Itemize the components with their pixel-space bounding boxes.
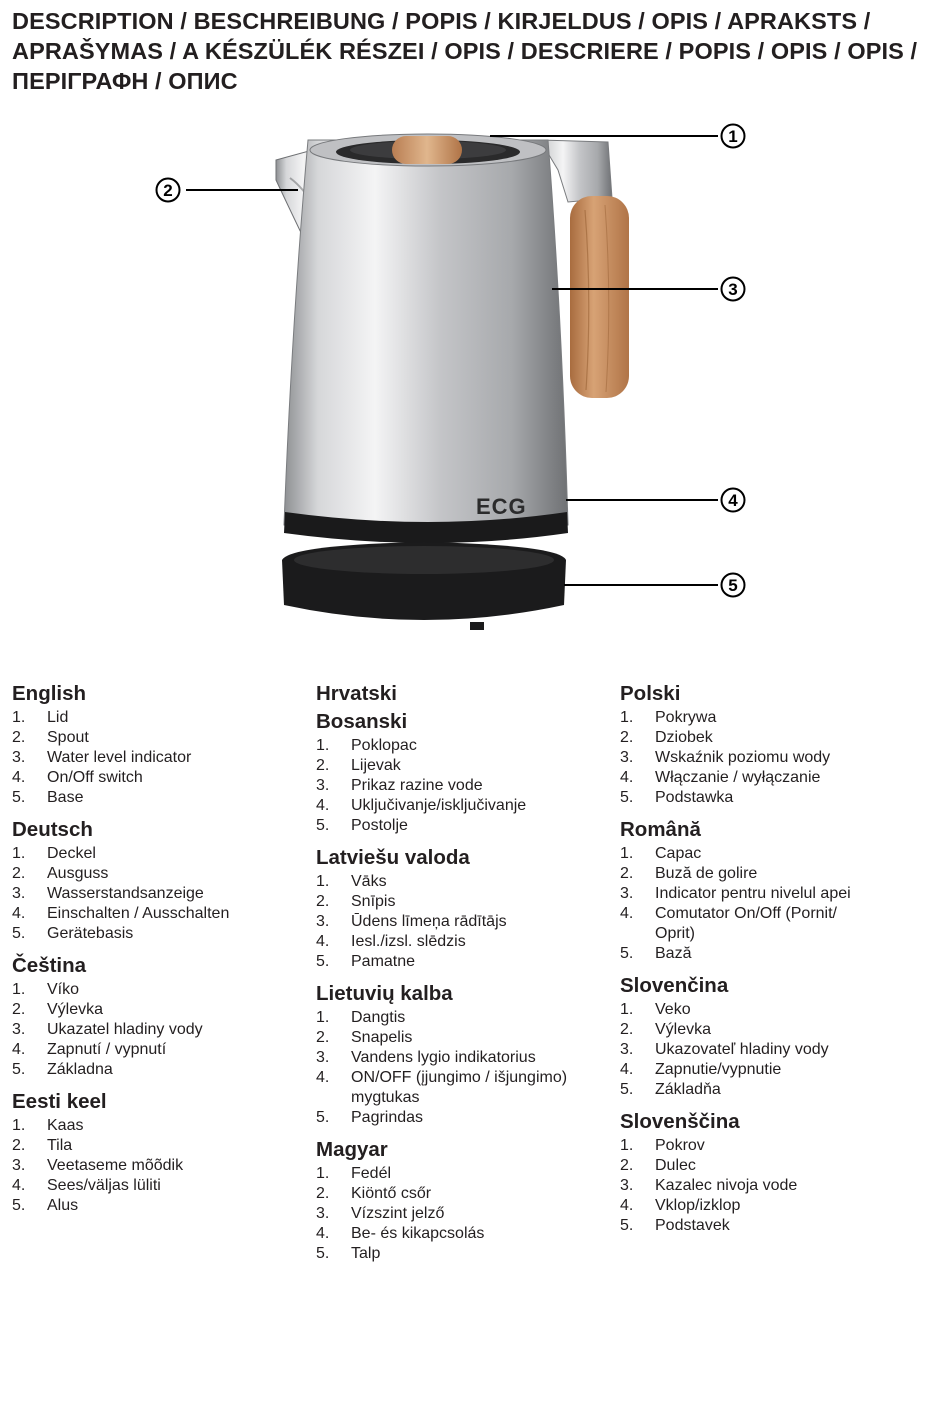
item-number: 5. xyxy=(620,1081,634,1098)
page-title xyxy=(12,6,932,96)
language-heading: English xyxy=(12,682,87,705)
list-item xyxy=(620,768,920,788)
item-number: 1. xyxy=(316,737,330,754)
callout-4 xyxy=(722,489,745,512)
language-heading: Lietuvių kalba xyxy=(316,982,453,1005)
item-text: Vklop/izklop xyxy=(655,1197,741,1214)
parts-list xyxy=(620,1136,920,1236)
list-item xyxy=(620,1216,920,1236)
item-text: Base xyxy=(47,789,84,806)
item-number: 1. xyxy=(620,845,634,862)
item-text: Podstawka xyxy=(655,789,734,806)
list-item xyxy=(12,1156,312,1176)
item-text: Prikaz razine vode xyxy=(351,777,483,794)
item-number: 2. xyxy=(620,865,634,882)
item-text: Veko xyxy=(655,1001,691,1018)
language-section xyxy=(12,816,312,944)
item-number: 2. xyxy=(316,757,330,774)
item-number: 1. xyxy=(620,1137,634,1154)
item-text: Sees/väljas lüliti xyxy=(47,1177,161,1194)
item-number: 4. xyxy=(316,933,330,950)
language-section xyxy=(316,844,616,972)
item-number: 2. xyxy=(620,1157,634,1174)
list-item xyxy=(12,1116,312,1136)
item-number: 3. xyxy=(12,1021,26,1038)
list-item xyxy=(12,708,312,728)
list-item xyxy=(316,796,616,816)
list-item xyxy=(620,708,920,728)
item-text: Iesl./izsl. slēdzis xyxy=(351,933,466,950)
lid-knob xyxy=(392,136,462,164)
list-item xyxy=(12,884,312,904)
item-number: 2. xyxy=(316,893,330,910)
item-text: Ukazovateľ hladiny vody xyxy=(655,1041,829,1058)
item-text: Oprit) xyxy=(655,925,695,942)
language-heading: Deutsch xyxy=(12,818,93,841)
language-heading: Bosanski xyxy=(316,710,408,733)
language-section xyxy=(620,972,920,1100)
item-text: Dangtis xyxy=(351,1009,406,1026)
item-number: 1. xyxy=(316,1009,330,1026)
item-text: Spout xyxy=(47,729,89,746)
item-number: 2. xyxy=(12,1001,26,1018)
item-number: 1. xyxy=(12,845,26,862)
item-text: Indicator pentru nivelul apei xyxy=(655,885,851,902)
list-item xyxy=(12,1196,312,1216)
language-section xyxy=(316,980,616,1128)
item-text: Wasserstandsanzeige xyxy=(47,885,204,902)
list-item-continuation xyxy=(620,924,920,944)
item-text: Dziobek xyxy=(655,729,713,746)
item-text: Kaas xyxy=(47,1117,84,1134)
item-number: 5. xyxy=(12,925,26,942)
item-text: Ukazatel hladiny vody xyxy=(47,1021,203,1038)
item-number: 4. xyxy=(12,1041,26,1058)
list-item xyxy=(12,768,312,788)
item-text: Alus xyxy=(47,1197,79,1214)
item-number: 4. xyxy=(620,905,634,922)
list-item xyxy=(620,728,920,748)
kettle xyxy=(276,134,629,630)
list-item xyxy=(12,924,312,944)
language-section xyxy=(316,680,616,836)
language-section xyxy=(620,1108,920,1236)
parts-list xyxy=(12,1116,312,1216)
list-item xyxy=(316,1244,616,1264)
item-text: Pagrindas xyxy=(351,1109,424,1126)
item-number: 3. xyxy=(12,1157,26,1174)
item-number: 4. xyxy=(620,1197,634,1214)
parts-list xyxy=(316,872,616,972)
item-text: Zapnutie/vypnutie xyxy=(655,1061,782,1078)
item-number: 1. xyxy=(316,1165,330,1182)
list-item xyxy=(316,756,616,776)
item-text: Water level indicator xyxy=(47,749,192,766)
item-text: Víko xyxy=(47,981,80,998)
parts-list xyxy=(620,708,920,808)
item-text: On/Off switch xyxy=(47,769,143,786)
callout-3 xyxy=(722,278,745,301)
callout-1 xyxy=(722,125,745,148)
item-text: Vízszint jelző xyxy=(351,1205,445,1222)
parts-list xyxy=(12,844,312,944)
item-number: 2. xyxy=(316,1029,330,1046)
language-section xyxy=(12,952,312,1080)
list-item xyxy=(316,1164,616,1184)
list-item xyxy=(12,788,312,808)
list-item xyxy=(12,1060,312,1080)
list-item xyxy=(620,748,920,768)
list-item xyxy=(620,904,920,924)
callout-2-label: 2 xyxy=(163,181,173,200)
item-number: 5. xyxy=(620,1217,634,1234)
language-heading: Hrvatski xyxy=(316,682,397,705)
brand-logo: ECG xyxy=(476,494,527,519)
item-text: Bază xyxy=(655,945,692,962)
list-item xyxy=(620,1060,920,1080)
list-item xyxy=(620,1176,920,1196)
item-number: 5. xyxy=(12,789,26,806)
language-column-1 xyxy=(12,680,312,1224)
language-section xyxy=(12,1088,312,1216)
language-column-3 xyxy=(620,680,920,1244)
language-section xyxy=(620,680,920,808)
language-heading: Slovenčina xyxy=(620,974,729,997)
item-text: Zapnutí / vypnutí xyxy=(47,1041,167,1058)
item-number: 1. xyxy=(12,981,26,998)
item-text: Gerätebasis xyxy=(47,925,134,942)
list-item xyxy=(12,1040,312,1060)
callout-5 xyxy=(722,574,745,597)
parts-list xyxy=(620,1000,920,1100)
parts-list xyxy=(316,736,616,836)
item-number: 4. xyxy=(316,797,330,814)
item-number: 2. xyxy=(12,1137,26,1154)
list-item-continuation xyxy=(316,1088,616,1108)
item-text: Výlevka xyxy=(47,1001,104,1018)
callout-2 xyxy=(157,179,180,202)
item-number: 4. xyxy=(12,1177,26,1194)
language-heading: Polski xyxy=(620,682,681,705)
parts-list xyxy=(12,980,312,1080)
list-item xyxy=(12,904,312,924)
callout-5-label: 5 xyxy=(728,576,738,595)
item-number: 3. xyxy=(316,913,330,930)
list-item xyxy=(620,1000,920,1020)
item-text: Vāks xyxy=(351,873,387,890)
list-item xyxy=(316,1224,616,1244)
item-number: 2. xyxy=(620,729,634,746)
item-text: Uključivanje/isključivanje xyxy=(351,797,527,814)
kettle-body xyxy=(284,140,568,535)
item-text: Pamatne xyxy=(351,953,416,970)
item-number: 1. xyxy=(316,873,330,890)
item-text: Snapelis xyxy=(351,1029,413,1046)
item-number: 3. xyxy=(620,885,634,902)
list-item xyxy=(620,844,920,864)
item-text: Výlevka xyxy=(655,1021,712,1038)
item-text: Wskaźnik poziomu wody xyxy=(655,749,831,766)
item-number: 4. xyxy=(316,1225,330,1242)
callout-3-label: 3 xyxy=(728,280,738,299)
list-item xyxy=(12,1176,312,1196)
item-text: Talp xyxy=(351,1245,381,1262)
language-heading: Română xyxy=(620,818,701,841)
item-number: 1. xyxy=(620,709,634,726)
list-item xyxy=(12,980,312,1000)
item-text: Deckel xyxy=(47,845,96,862)
item-text: Pokrov xyxy=(655,1137,705,1154)
parts-list xyxy=(12,708,312,808)
item-text: Základňa xyxy=(655,1081,721,1098)
item-number: 3. xyxy=(316,1205,330,1222)
item-text: Podstavek xyxy=(655,1217,730,1234)
language-heading: Čeština xyxy=(12,954,87,977)
item-text: Vandens lygio indikatorius xyxy=(351,1049,536,1066)
item-number: 3. xyxy=(620,749,634,766)
item-text: Základna xyxy=(47,1061,113,1078)
list-item xyxy=(620,1040,920,1060)
item-text: Poklopac xyxy=(351,737,417,754)
list-item xyxy=(620,1136,920,1156)
item-text: Einschalten / Ausschalten xyxy=(47,905,230,922)
list-item xyxy=(12,1020,312,1040)
list-item xyxy=(620,1020,920,1040)
item-text: Buză de golire xyxy=(655,865,758,882)
item-number: 4. xyxy=(12,905,26,922)
item-text: ON/OFF (įjungimo / išjungimo) xyxy=(351,1069,568,1086)
item-number: 5. xyxy=(12,1061,26,1078)
language-section xyxy=(316,1136,616,1264)
list-item xyxy=(12,728,312,748)
list-item xyxy=(316,1204,616,1224)
list-item xyxy=(316,1048,616,1068)
list-item xyxy=(316,816,616,836)
item-text: Kiöntő csőr xyxy=(351,1185,432,1202)
item-number: 3. xyxy=(620,1041,634,1058)
list-item xyxy=(12,748,312,768)
language-heading: Slovenščina xyxy=(620,1110,740,1133)
parts-list xyxy=(620,844,920,964)
list-item xyxy=(620,944,920,964)
item-text: Lid xyxy=(47,709,69,726)
item-text: Snīpis xyxy=(351,893,396,910)
list-item xyxy=(620,1196,920,1216)
item-text: Postolje xyxy=(351,817,408,834)
item-number: 1. xyxy=(12,1117,26,1134)
list-item xyxy=(316,952,616,972)
item-text: Lijevak xyxy=(351,757,401,774)
item-number: 4. xyxy=(12,769,26,786)
item-text: Ausguss xyxy=(47,865,109,882)
item-number: 3. xyxy=(12,749,26,766)
title-line-1: DESCRIPTION / BESCHREIBUNG / POPIS / KIRJELDUS / OPIS / APRAKSTS / xyxy=(12,8,871,34)
list-item xyxy=(316,1108,616,1128)
item-number: 5. xyxy=(316,817,330,834)
title-line-2: APRAŠYMAS / A KÉSZÜLÉK RÉSZEI / OPIS / DESCRIERE / POPIS / OPIS / OPIS / xyxy=(12,38,918,64)
list-item xyxy=(12,864,312,884)
list-item xyxy=(620,884,920,904)
list-item xyxy=(12,844,312,864)
list-item xyxy=(316,932,616,952)
item-number: 5. xyxy=(316,1109,330,1126)
item-text: Capac xyxy=(655,845,702,862)
item-text: Włączanie / wyłączanie xyxy=(655,769,821,786)
callout-4-label: 4 xyxy=(728,491,738,510)
title-line-3: ΠΕΡΙΓΡΑΦΗ / ОПИС xyxy=(12,68,238,94)
item-number: 3. xyxy=(316,777,330,794)
item-number: 1. xyxy=(12,709,26,726)
list-item xyxy=(620,1080,920,1100)
wooden-handle xyxy=(570,196,629,398)
language-section xyxy=(12,680,312,808)
list-item xyxy=(316,1028,616,1048)
list-item xyxy=(12,1136,312,1156)
item-text: Pokrywa xyxy=(655,709,717,726)
list-item xyxy=(12,1000,312,1020)
item-text: Ūdens līmeņa rādītājs xyxy=(351,913,507,930)
item-text: Veetaseme mõõdik xyxy=(47,1157,184,1174)
item-text: Fedél xyxy=(351,1165,392,1182)
item-text: Be- és kikapcsolás xyxy=(351,1225,485,1242)
language-heading: Latviešu valoda xyxy=(316,846,470,869)
item-number: 5. xyxy=(620,789,634,806)
item-text: Comutator On/Off (Pornit/ xyxy=(655,905,837,922)
language-section xyxy=(620,816,920,964)
item-text: mygtukas xyxy=(351,1089,420,1106)
item-number: 5. xyxy=(316,953,330,970)
list-item xyxy=(620,1156,920,1176)
item-number: 5. xyxy=(12,1197,26,1214)
item-number: 1. xyxy=(620,1001,634,1018)
list-item xyxy=(316,1008,616,1028)
list-item xyxy=(316,892,616,912)
item-number: 3. xyxy=(316,1049,330,1066)
list-item xyxy=(316,776,616,796)
item-number: 3. xyxy=(620,1177,634,1194)
item-text: Kazalec nivoja vode xyxy=(655,1177,798,1194)
callout-1-label: 1 xyxy=(728,127,738,146)
item-text: Tila xyxy=(47,1137,73,1154)
kettle-diagram xyxy=(0,110,950,650)
language-column-2 xyxy=(316,680,616,1272)
list-item xyxy=(316,1068,616,1088)
item-text: Dulec xyxy=(655,1157,696,1174)
item-number: 5. xyxy=(316,1245,330,1262)
item-number: 4. xyxy=(620,769,634,786)
item-number: 2. xyxy=(316,1185,330,1202)
item-number: 4. xyxy=(620,1061,634,1078)
item-number: 2. xyxy=(620,1021,634,1038)
list-item xyxy=(316,736,616,756)
list-item xyxy=(316,872,616,892)
parts-list xyxy=(316,1008,616,1128)
item-number: 5. xyxy=(620,945,634,962)
item-number: 2. xyxy=(12,729,26,746)
item-number: 4. xyxy=(316,1069,330,1086)
parts-list xyxy=(316,1164,616,1264)
list-item xyxy=(620,788,920,808)
list-item xyxy=(620,864,920,884)
language-heading: Magyar xyxy=(316,1138,388,1161)
list-item xyxy=(316,912,616,932)
list-item xyxy=(316,1184,616,1204)
language-heading: Eesti keel xyxy=(12,1090,107,1113)
item-number: 3. xyxy=(12,885,26,902)
item-number: 2. xyxy=(12,865,26,882)
